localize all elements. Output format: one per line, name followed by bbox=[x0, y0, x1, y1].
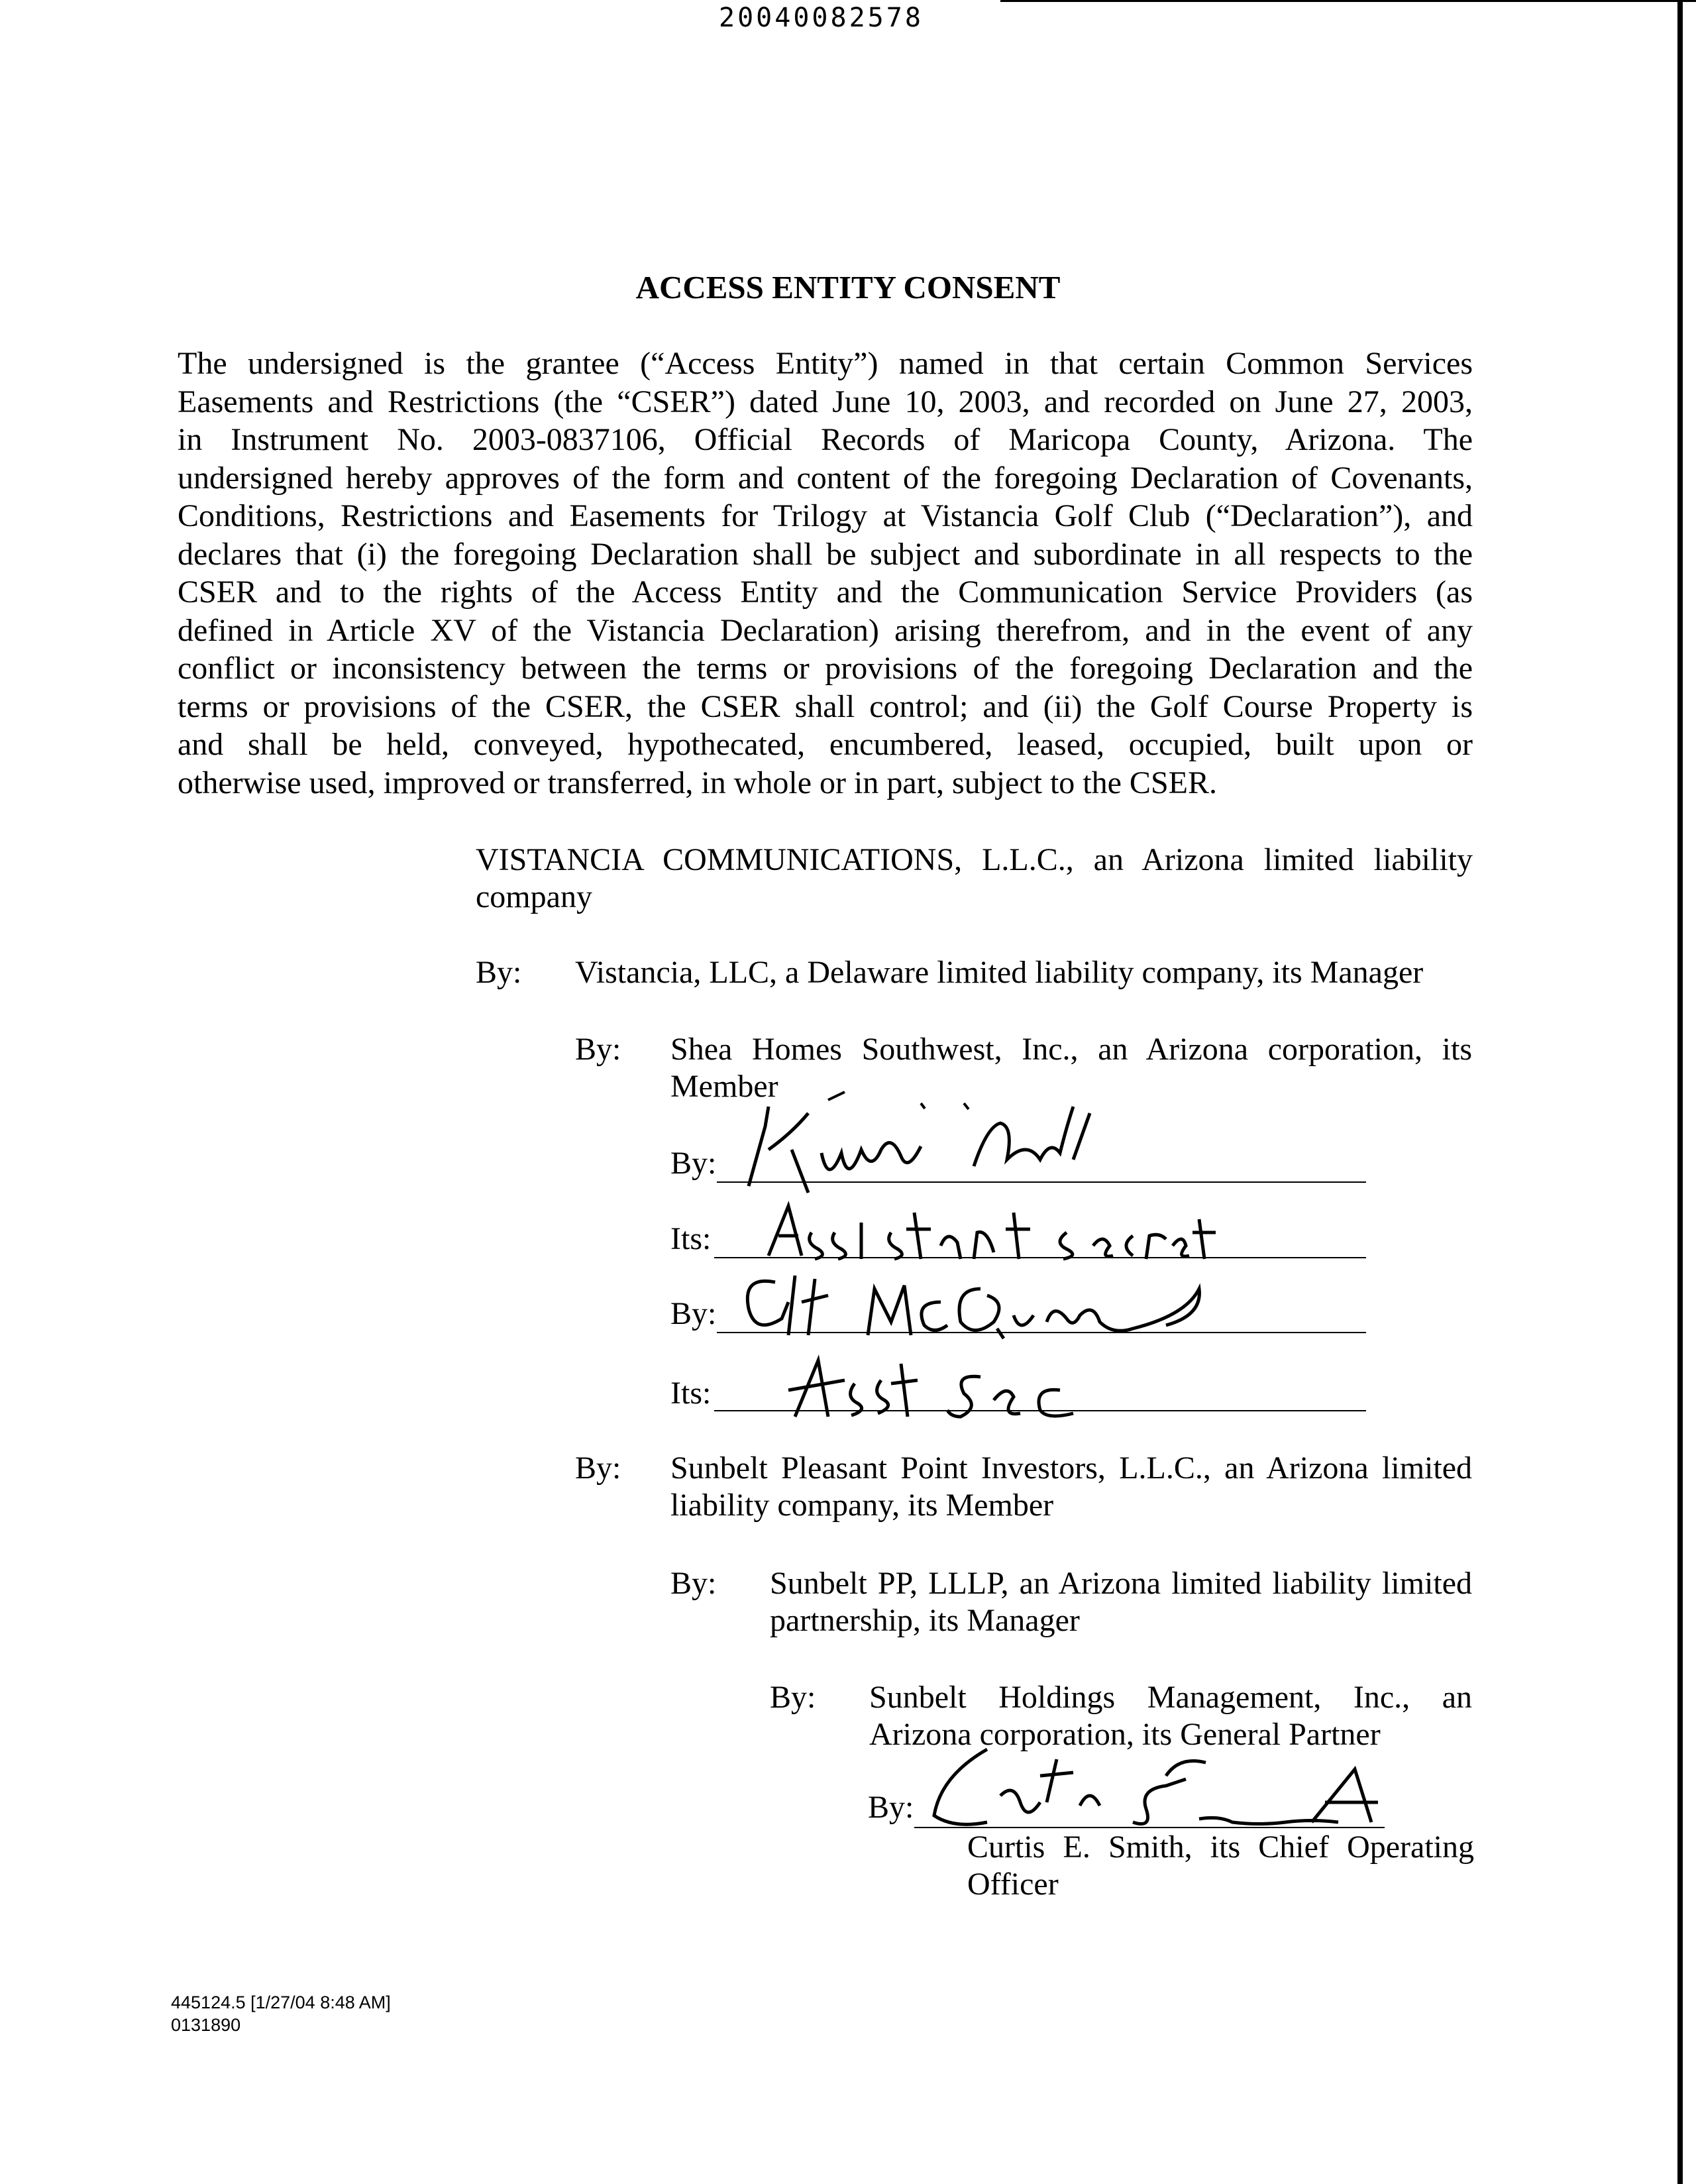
handwritten-title bbox=[782, 1344, 1086, 1423]
by-label: By: bbox=[575, 1450, 621, 1486]
sunbelt-holdings-entity: Sunbelt Holdings Management, Inc., an Arizona corporation, its General Partner bbox=[869, 1680, 1472, 1752]
handwritten-signature bbox=[914, 1723, 1391, 1842]
by-label: By: bbox=[868, 1790, 914, 1825]
doc-code: 0131890 bbox=[171, 2015, 241, 2035]
footer-reference bbox=[171, 1991, 391, 2036]
its-label: Its: bbox=[670, 1221, 712, 1256]
by-label: By: bbox=[670, 1146, 717, 1181]
by-label: By: bbox=[476, 955, 522, 990]
its-label: Its: bbox=[670, 1376, 712, 1411]
paragraph-line: undersigned hereby approves of the form and content of the foregoing Declaration of Covenants, bbox=[178, 460, 1473, 496]
paragraph-line: The undersigned is the grantee (“Access Entity”) named in that certain Common Services bbox=[178, 346, 1473, 381]
document-title: ACCESS ENTITY CONSENT bbox=[635, 269, 1061, 305]
paragraph-line: terms or provisions of the CSER, the CSER shall control; and (ii) the Golf Course Property is bbox=[178, 688, 1473, 724]
paragraph-line: in Instrument No. 2003-0837106, Official Records of Maricopa County, Arizona. The bbox=[178, 422, 1473, 457]
recording-number: 20040082578 bbox=[719, 3, 924, 33]
by-label: By: bbox=[670, 1296, 717, 1331]
sunbelt-member-entity: Sunbelt Pleasant Point Investors, L.L.C., an Arizona limited liability company, its Member bbox=[670, 1450, 1472, 1523]
right-edge-bar bbox=[1677, 0, 1683, 2184]
signatory-name-title: Curtis E. Smith, its Chief Operating Officer bbox=[967, 1829, 1474, 1902]
by-label: By: bbox=[575, 1032, 621, 1067]
paragraph-line: defined in Article XV of the Vistancia Declaration) arising therefrom, and in the event of any bbox=[178, 612, 1473, 648]
shea-member-entity: Shea Homes Southwest, Inc., an Arizona corporation, its Member bbox=[670, 1032, 1472, 1104]
doc-reference: 445124.5 [1/27/04 8:48 AM] bbox=[171, 1993, 391, 2012]
by-label: By: bbox=[770, 1680, 816, 1715]
top-border-line bbox=[1000, 0, 1696, 2]
paragraph-line: Easements and Restrictions (the “CSER”) dated June 10, 2003, and recorded on June 27, 2003, bbox=[178, 384, 1473, 419]
handwritten-title bbox=[762, 1193, 1226, 1266]
paragraph-line: declares that (i) the foregoing Declaration shall be subject and subordinate in all respects to the bbox=[178, 536, 1473, 572]
paragraph-line: otherwise used, improved or transferred, in whole or in part, subject to the CSER. bbox=[178, 765, 1217, 800]
by-label: By: bbox=[670, 1566, 717, 1601]
manager-entity: Vistancia, LLC, a Delaware limited liability company, its Manager bbox=[575, 955, 1424, 990]
paragraph-line: and shall be held, conveyed, hypothecated, encumbered, leased, occupied, built upon or bbox=[178, 727, 1473, 762]
paragraph-line: Conditions, Restrictions and Easements for Trilogy at Vistancia Golf Club (“Declaration”), and bbox=[178, 498, 1473, 533]
handwritten-signature bbox=[735, 1262, 1212, 1342]
entity-name: VISTANCIA COMMUNICATIONS, L.L.C., an Arizona limited liability company bbox=[476, 842, 1473, 914]
handwritten-signature bbox=[729, 1087, 1179, 1199]
paragraph-line: CSER and to the rights of the Access Entity and the Communication Service Providers (as bbox=[178, 574, 1473, 610]
sunbelt-lllp-entity: Sunbelt PP, LLLP, an Arizona limited liability limited partnership, its Manager bbox=[770, 1566, 1472, 1638]
consent-paragraph bbox=[178, 345, 1473, 802]
paragraph-line: conflict or inconsistency between the terms or provisions of the foregoing Declaration and the bbox=[178, 651, 1473, 686]
